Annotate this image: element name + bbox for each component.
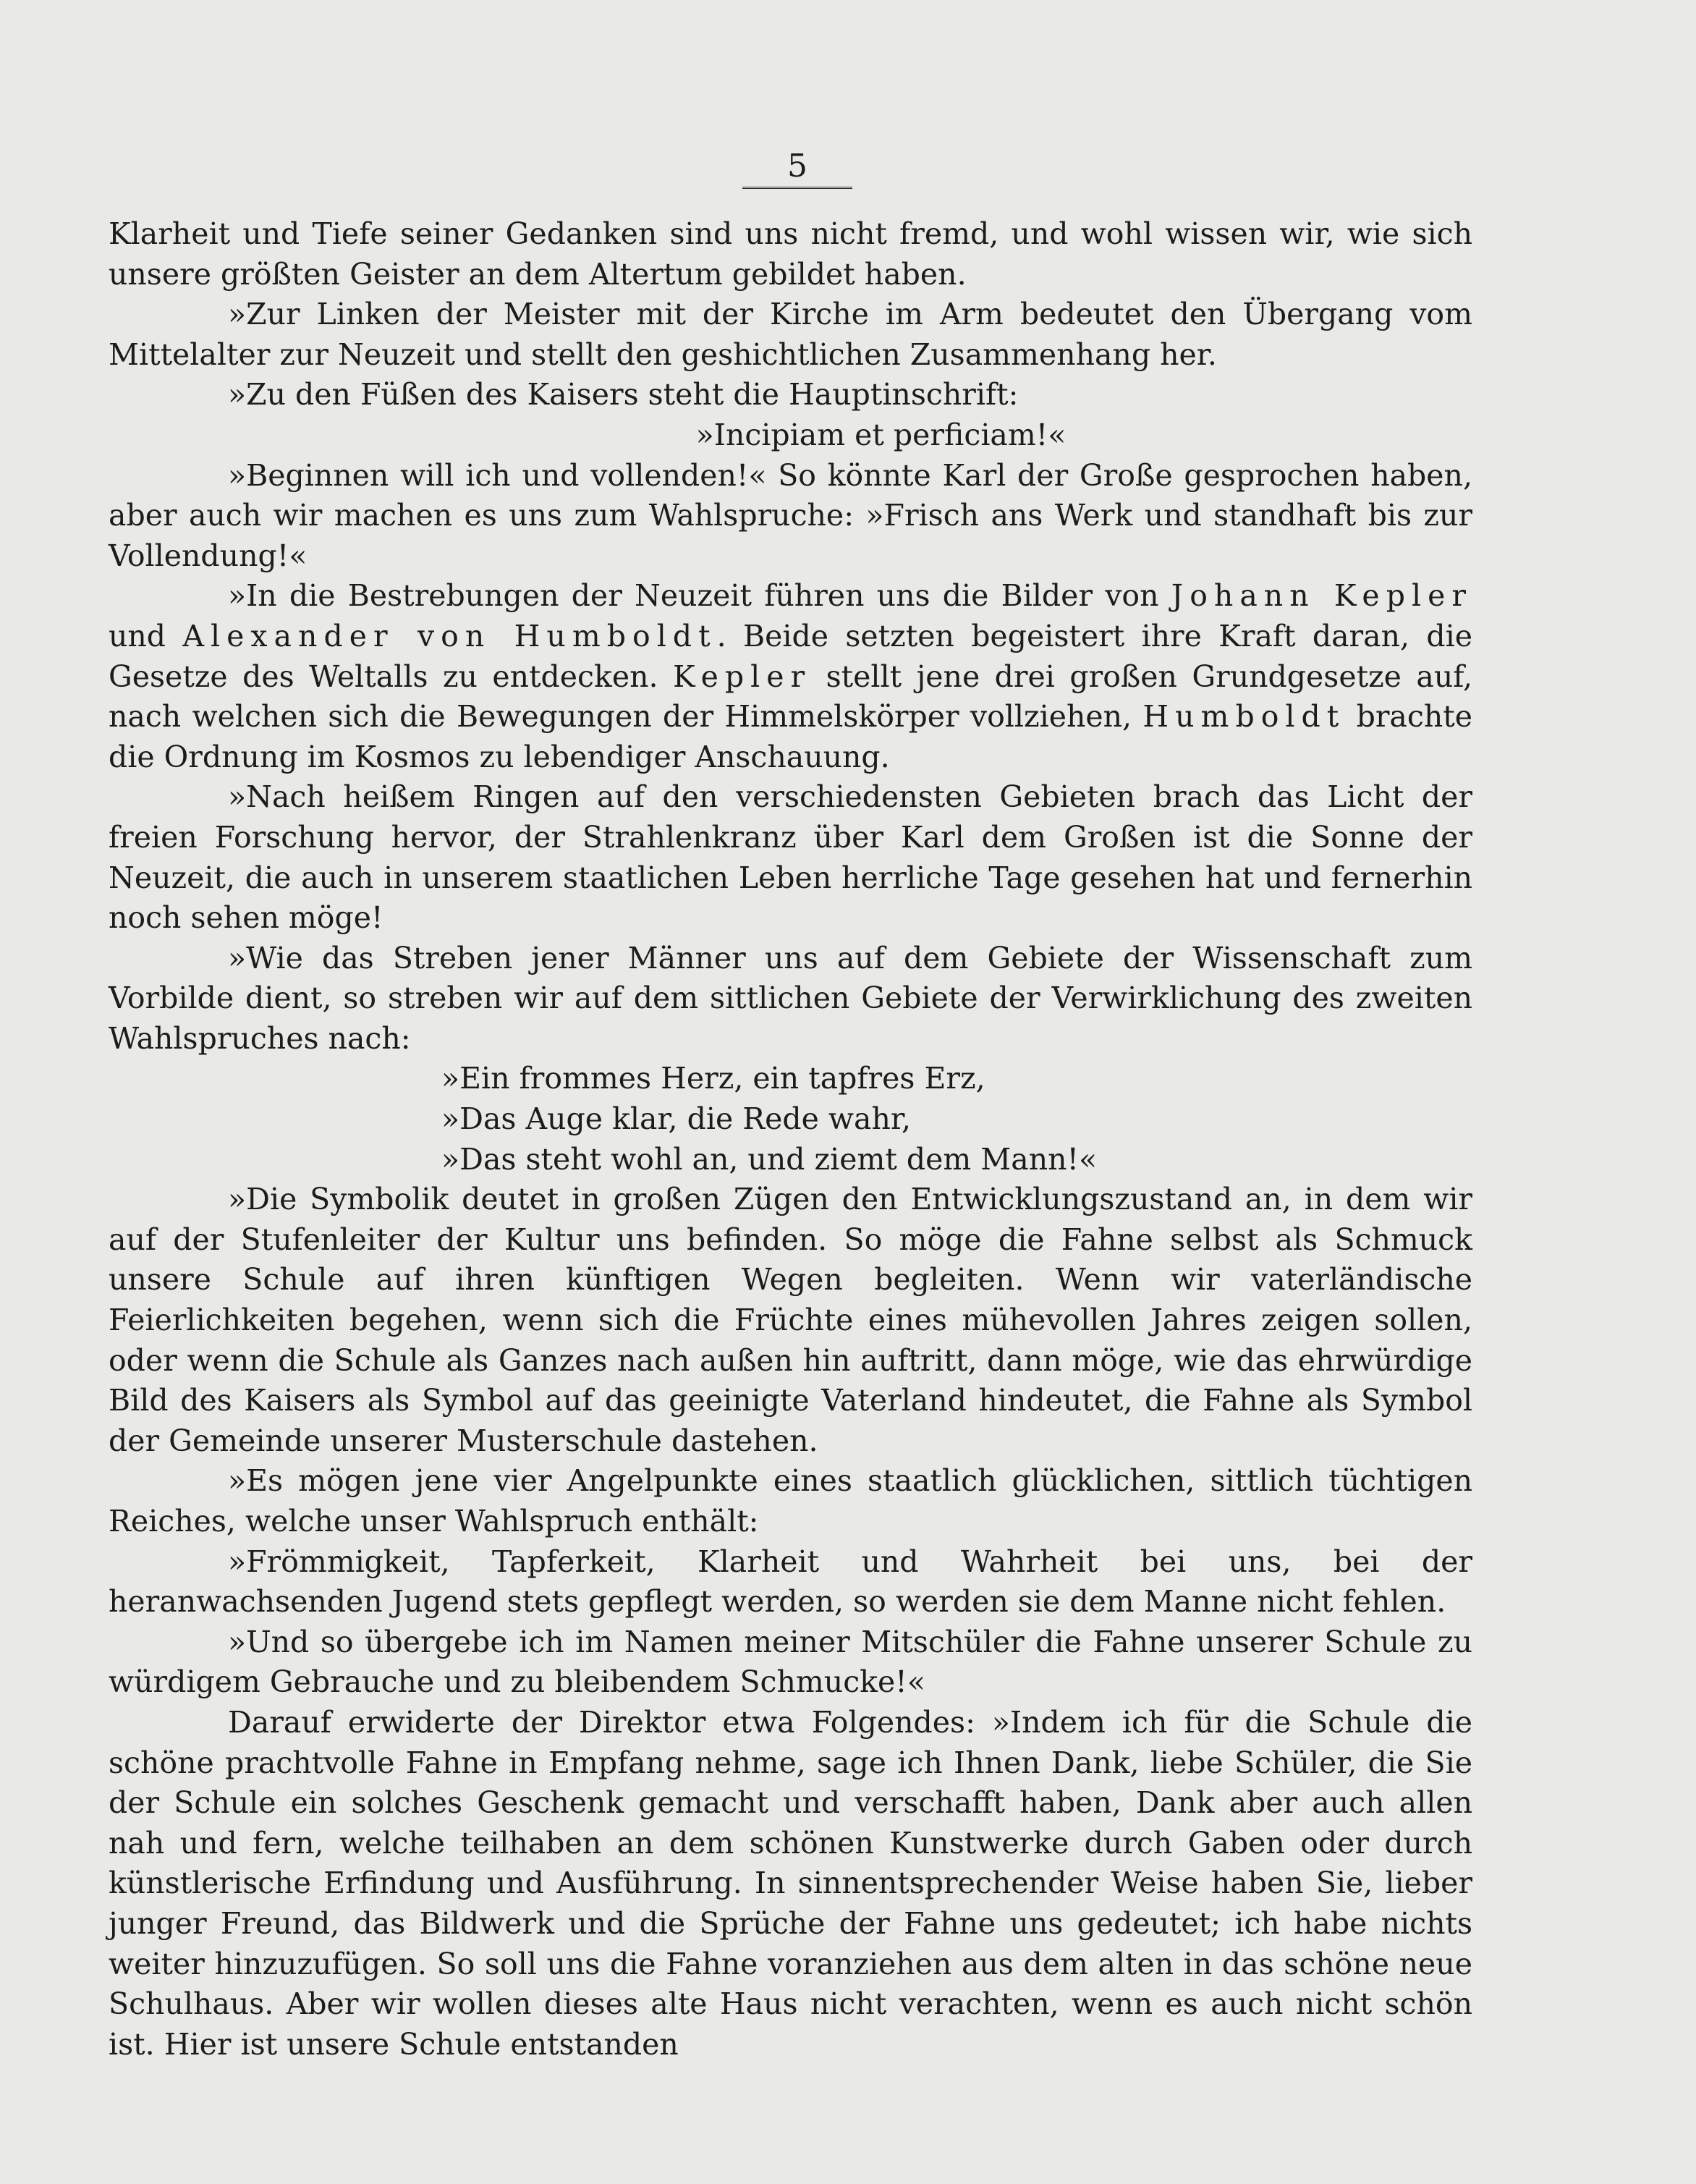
paragraph-scientists [109,576,1472,777]
motto-line: »Incipiam et perficiam!« [695,417,1067,452]
name-kepler-full: Johann Kepler [1171,578,1473,614]
page-number: 5 [787,148,807,185]
paragraph: »Es mögen jene vier Angelpunkte eines staatlich glücklichen, sittlich tüchtigen Reiches, welche unser Wahlspruch enthält: [109,1463,1472,1538]
paragraph: »Beginnen will ich und vollenden!« So könnte Karl der Große gesprochen haben, aber auch wir machen es uns zum Wahlspruche: »Frisch ans Werk und standhaft bis zur Vollendung!« [109,457,1472,573]
text-run: »In die Bestrebungen der Neuzeit führen uns die Bilder von [228,578,1171,614]
body-text [109,214,1472,2065]
verse-line: »Das Auge klar, die Rede wahr, [441,1101,911,1137]
text-run: und [109,618,183,653]
name-humboldt-full: Alexander von Humboldt [182,618,717,653]
paragraph: »Wie das Streben jener Männer uns auf dem Gebiete der Wissenschaft zum Vorbilde dient, so streben wir auf dem sittlichen Gebiete der Verwirklichung des zweiten Wahlspruches nach: [109,940,1472,1056]
verse-line: »Das steht wohl an, und ziemt dem Mann!« [441,1141,1098,1177]
page-number-rule [742,181,852,189]
paragraph: »Und so übergebe ich im Namen meiner Mitschüler die Fahne unserer Schule zu würdigem Gebrauche und zu bleibendem Schmucke!« [109,1624,1472,1700]
text-run: stellt jene drei großen Grundgesetze auf, nach welchen sich die Bewegungen der Himmelskörper vollziehen, [109,659,1472,735]
text-run: brachte die Ordnung im Kosmos zu lebendiger Anschauung. [109,699,1472,774]
paragraph: Klarheit und Tiefe seiner Gedanken sind uns nicht fremd, und wohl wissen wir, wie sich unsere größten Geister an dem Altertum gebildet haben. [109,216,1472,292]
paragraph: »Zur Linken der Meister mit der Kirche im Arm bedeutet den Übergang vom Mittelalter zur Neuzeit und stellt den geshichtlichen Zusammenhang her. [109,297,1472,372]
name-kepler: Kepler [673,659,812,694]
paragraph: »Frömmigkeit, Tapferkeit, Klarheit und Wahrheit bei uns, bei der heranwachsenden Jugend stets gepflegt werden, so werden sie dem Manne nicht fehlen. [109,1544,1472,1620]
paragraph: »Die Symbolik deutet in großen Zügen den Entwicklungszustand an, in dem wir auf der Stufenleiter der Kultur uns befinden. So möge die Fahne selbst als Schmuck unsere Schule auf ihren künftigen Wegen begleiten. Wenn wir vaterländische Feierlichkeiten begehen, wenn sich die Früchte eines mühevollen Jahres zeigen sollen, oder wenn die Schule als Ganzes nach außen hin auftritt, dann möge, wie das ehrwürdige Bild des Kaisers als Symbol auf das geeinigte Vaterland hindeutet, die Fahne als Symbol der Gemeinde unserer Musterschule dastehen. [109,1182,1472,1458]
paragraph: Darauf erwiderte der Direktor etwa Folgendes: »Indem ich für die Schule die schöne prachtvolle Fahne in Empfang nehme, sage ich Ihnen Dank, liebe Schüler, die Sie der Schule ein solches Geschenk gemacht und verschafft haben, Dank aber auch allen nah und fern, welche teilhaben an dem schönen Kunstwerke durch Gaben oder durch künstlerische Erfindung und Ausführung. In sinnentsprechender Weise haben Sie, lieber junger Freund, das Bildwerk und die Sprüche der Fahne uns gedeutet; ich habe nichts weiter hinzuzufügen. So soll uns die Fahne voranziehen aus dem alten in das schöne neue Schulhaus. Aber wir wollen dieses alte Haus nicht verachten, wenn es auch nicht schön ist. Hier ist unsere Schule entstanden [109,1704,1472,2062]
name-humboldt: Humboldt [1142,699,1346,735]
paragraph: »Zu den Füßen des Kaisers steht die Hauptinschrift: [228,377,1019,412]
text-run: . Beide setzten begeistert ihre Kraft daran, die Gesetze des Weltalls zu entdecken. [109,618,1472,694]
paragraph: »Nach heißem Ringen auf den verschiedensten Gebieten brach das Licht der freien Forschung hervor, der Strahlenkranz über Karl dem Großen ist die Sonne der Neuzeit, die auch in unserem staatlichen Leben herrliche Tage gesehen hat und fernerhin noch sehen möge! [109,779,1472,936]
verse-line: »Ein frommes Herz, ein tapfres Erz, [441,1061,985,1096]
